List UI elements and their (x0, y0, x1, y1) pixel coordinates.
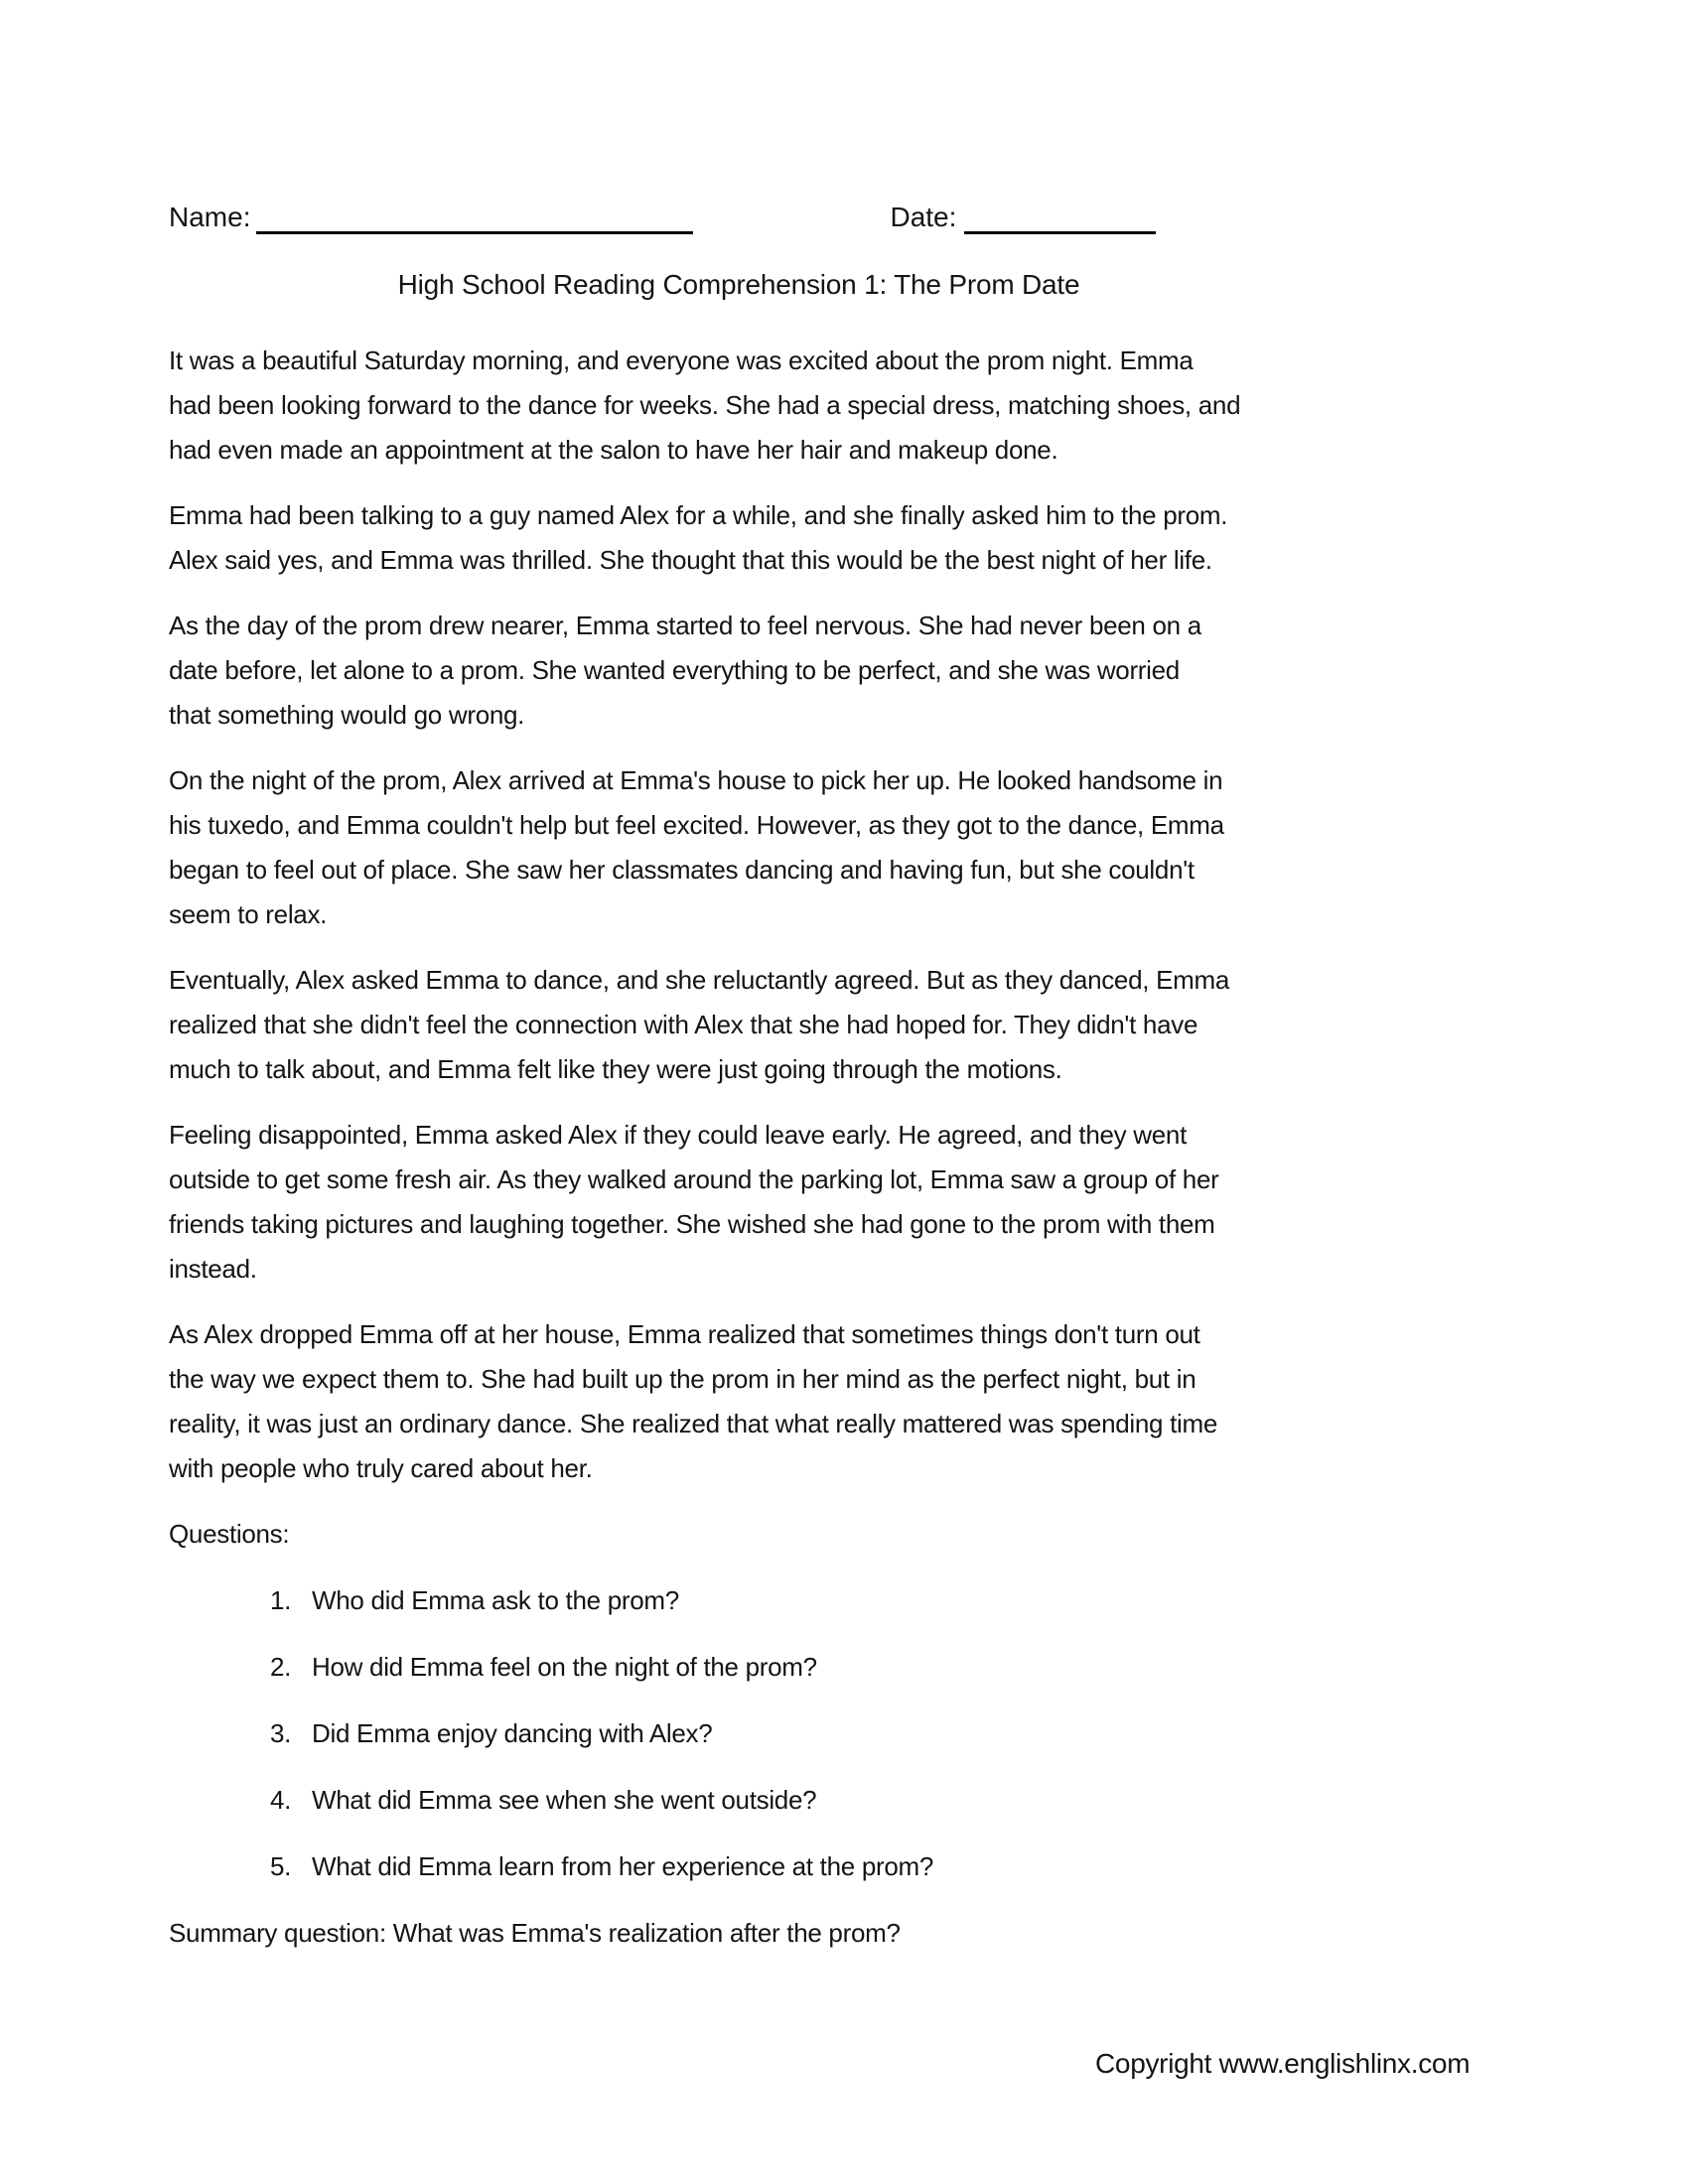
question-item: 3. Did Emma enjoy dancing with Alex? (298, 1711, 1309, 1756)
text-line: that something would go wrong. (169, 700, 525, 730)
text-line: with people who truly cared about her. (169, 1453, 593, 1483)
text-line: As Alex dropped Emma off at her house, Emma realized that sometimes things don't turn out (169, 1319, 1200, 1349)
text-line: friends taking pictures and laughing together. She wished she had gone to the prom with them (169, 1209, 1215, 1239)
text-line: seem to relax. (169, 899, 328, 929)
name-underline (256, 202, 693, 234)
text-line: reality, it was just an ordinary dance. She realized that what really mattered was spending time (169, 1409, 1218, 1438)
passage-paragraph (169, 604, 1309, 738)
text-line: As the day of the prom drew nearer, Emma started to feel nervous. She had never been on a (169, 611, 1201, 640)
text-line: had even made an appointment at the salon to have her hair and makeup done. (169, 435, 1058, 465)
worksheet-content (169, 197, 1309, 1956)
passage-paragraph (169, 493, 1309, 583)
text-line: It was a beautiful Saturday morning, and everyone was excited about the prom night. Emma (169, 345, 1194, 375)
text-line: had been looking forward to the dance for weeks. She had a special dress, matching shoes, and (169, 390, 1241, 420)
questions-list (169, 1578, 1309, 1889)
text-line: Alex said yes, and Emma was thrilled. She thought that this would be the best night of her life. (169, 545, 1212, 575)
questions-heading: Questions: (169, 1519, 290, 1549)
question-item: 4. What did Emma see when she went outside? (298, 1778, 1309, 1823)
summary-question: Summary question: What was Emma's realization after the prom? (169, 1918, 901, 1948)
name-label: Name: (169, 202, 251, 232)
page-title: High School Reading Comprehension 1: The Prom Date (397, 269, 1080, 300)
text-line: began to feel out of place. She saw her classmates dancing and having fun, but she couldn't (169, 855, 1195, 885)
date-underline (964, 202, 1156, 234)
text-line: much to talk about, and Emma felt like they were just going through the motions. (169, 1054, 1062, 1084)
passage-paragraph (169, 1113, 1309, 1292)
text-line: the way we expect them to. She had built up the prom in her mind as the perfect night, but in (169, 1364, 1196, 1394)
text-line: Emma had been talking to a guy named Alex for a while, and she finally asked him to the prom. (169, 500, 1228, 530)
text-line: his tuxedo, and Emma couldn't help but feel excited. However, as they got to the dance, Emma (169, 810, 1224, 840)
text-line: outside to get some fresh air. As they walked around the parking lot, Emma saw a group of her (169, 1164, 1219, 1194)
question-item: 1. Who did Emma ask to the prom? (298, 1578, 1309, 1623)
date-label: Date: (890, 202, 957, 232)
copyright-note: Copyright www.englishlinx.com (1095, 2048, 1471, 2079)
name-date-row (169, 197, 1309, 234)
question-item: 2. How did Emma feel on the night of the prom? (298, 1645, 1309, 1690)
passage (169, 339, 1309, 1491)
text-line: Eventually, Alex asked Emma to dance, and she reluctantly agreed. But as they danced, Emma (169, 965, 1230, 995)
passage-paragraph (169, 339, 1309, 473)
passage-paragraph (169, 758, 1309, 937)
text-line: On the night of the prom, Alex arrived at Emma's house to pick her up. He looked handsome in (169, 765, 1223, 795)
text-line: instead. (169, 1254, 257, 1284)
passage-paragraph (169, 1312, 1309, 1491)
passage-paragraph (169, 958, 1309, 1092)
text-line: Feeling disappointed, Emma asked Alex if they could leave early. He agreed, and they went (169, 1120, 1187, 1150)
question-item: 5. What did Emma learn from her experience at the prom? (298, 1844, 1309, 1889)
text-line: realized that she didn't feel the connection with Alex that she had hoped for. They didn't have (169, 1010, 1198, 1039)
text-line: date before, let alone to a prom. She wanted everything to be perfect, and she was worried (169, 655, 1180, 685)
